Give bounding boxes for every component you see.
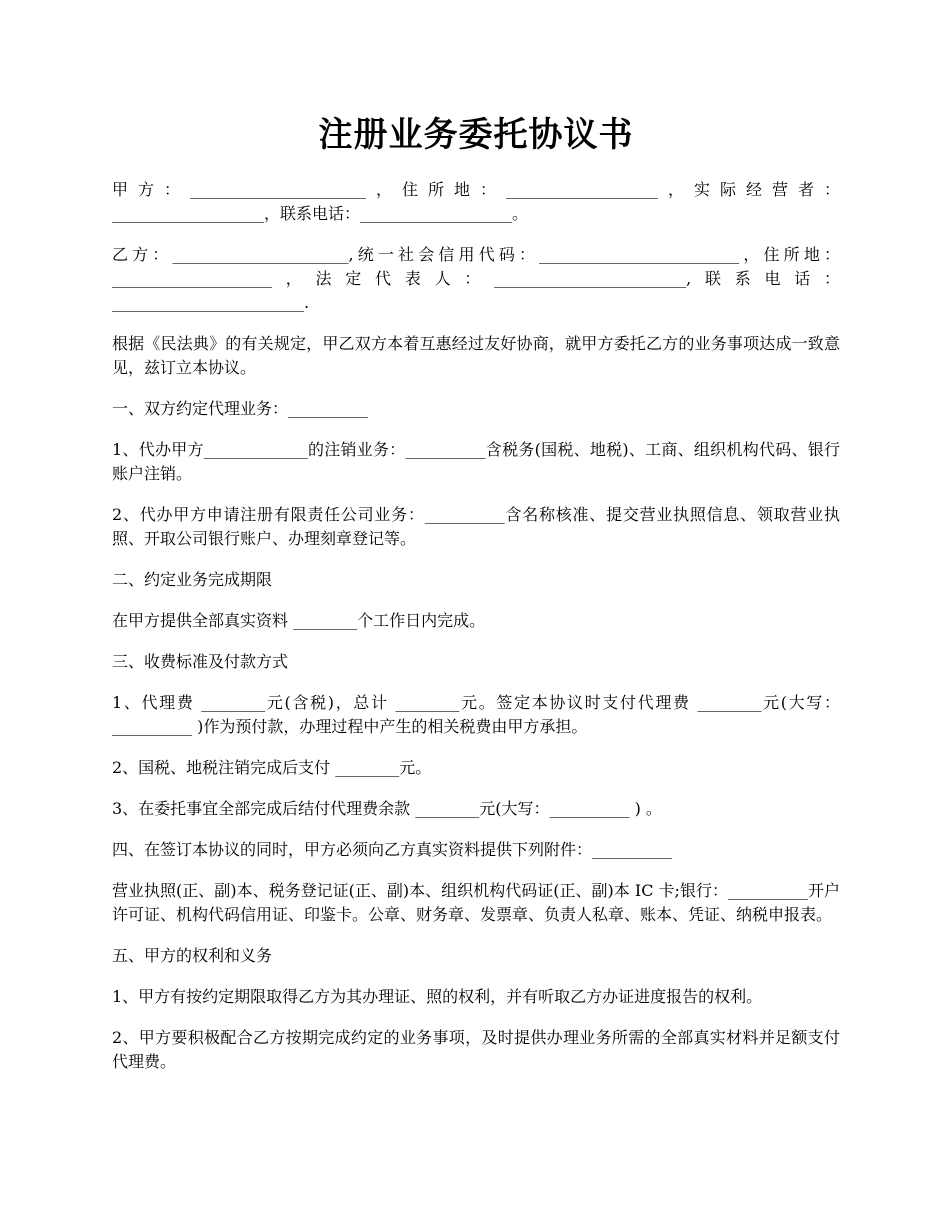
section-3-item-2: 2、国税、地税注销完成后支付 ________元。 <box>112 758 432 777</box>
document-body <box>112 178 840 1091</box>
section-5-item-2: 2、甲方要积极配合乙方按期完成约定的业务事项，及时提供办理业务所需的全部真实材料并足额支付代理费。 <box>112 1028 840 1071</box>
section-2-heading: 二、约定业务完成期限 <box>112 570 273 589</box>
section-4-body: 营业执照(正、副)本、税务登记证(正、副)本、组织机构代码证(正、副)本 IC 卡;银行：__________开户许可证、机构代码信用证、印鉴卡。公章、财务章、发票章、负责人私章、账本、凭证、纳税申报表。 <box>112 881 840 924</box>
section-5-heading: 五、甲方的权利和义务 <box>112 946 273 965</box>
section-1-item-1: 1、代办甲方_____________的注销业务：__________含税务(国税、地税)、工商、组织机构代码、银行账户注销。 <box>112 440 840 483</box>
section-3-item-1: 1、代理费 ________元(含税)，总计 ________元。签定本协议时支付代理费 ________元(大写：__________ )作为预付款，办理过程中产生的相关税费由甲方承担。 <box>112 693 840 736</box>
section-1-heading: 一、双方约定代理业务：__________ <box>112 399 369 418</box>
party-a-info: 甲方：______________________，住所地：___________________，实际经营者：___________________，联系电话：___________________。 <box>112 180 840 223</box>
section-2-body: 在甲方提供全部真实资料 ________个工作日内完成。 <box>112 611 486 630</box>
section-5-item-1: 1、甲方有按约定期限取得乙方为其办理证、照的权利，并有听取乙方办证进度报告的权利。 <box>112 987 763 1006</box>
section-4-heading: 四、在签订本协议的同时，甲方必须向乙方真实资料提供下列附件：__________ <box>112 840 673 859</box>
section-3-item-3: 3、在委托事宜全部完成后结付代理费余款 ________元(大写：__________ ) 。 <box>112 799 662 818</box>
party-b-info: 乙方：______________________,统一社会信用代码：_________________________，住所地：____________________，法定代表人：________________________,联系电话：________________________. <box>112 245 840 312</box>
preamble: 根据《民法典》的有关规定，甲乙双方本着互惠经过友好协商，就甲方委托乙方的业务事项达成一致意见，兹订立本协议。 <box>112 334 840 377</box>
document-title: 注册业务委托协议书 <box>318 115 634 155</box>
section-1-item-2: 2、代办甲方申请注册有限责任公司业务：__________含名称核准、提交营业执照信息、领取营业执照、开取公司银行账户、办理刻章登记等。 <box>112 505 840 548</box>
section-3-heading: 三、收费标准及付款方式 <box>112 652 289 671</box>
